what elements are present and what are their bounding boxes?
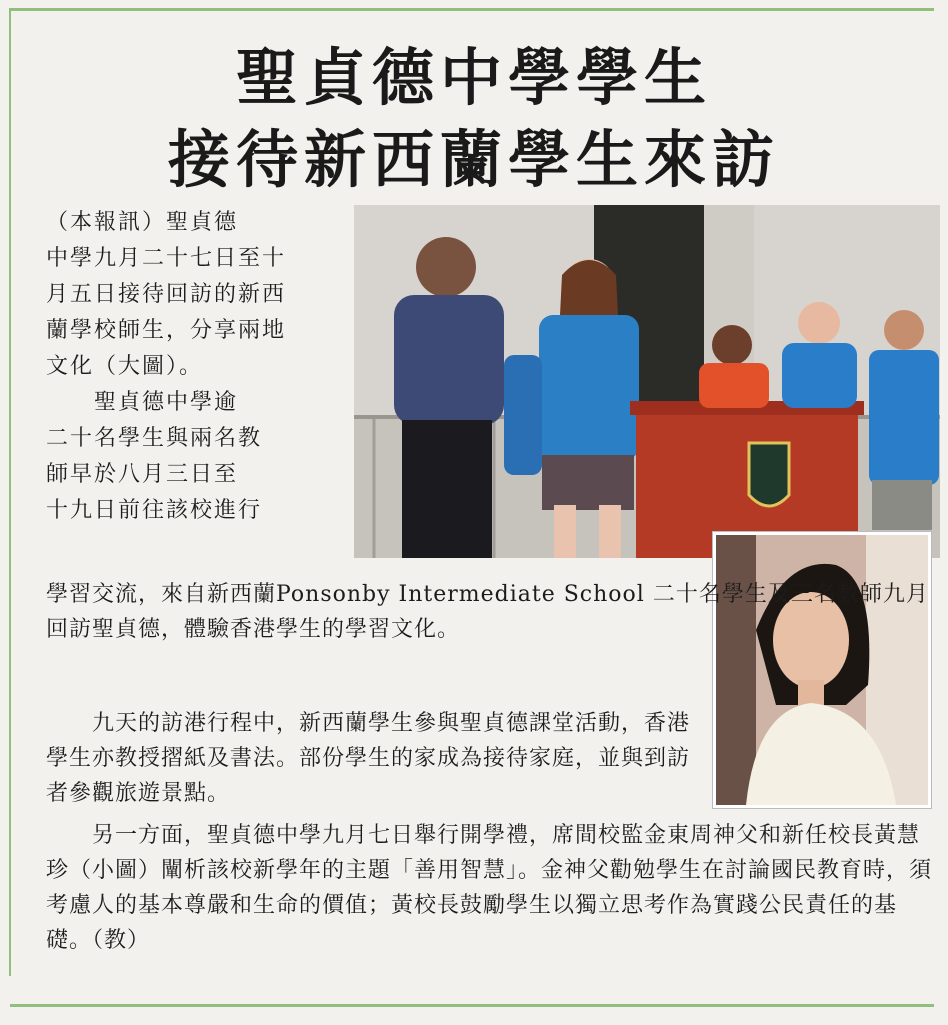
article-column-text: （本報訊）聖貞德 中學九月二十七日至十 月五日接待回訪的新西 蘭學校師生，分享兩地 文化（大圖）。 聖貞德中學逾 二十名學生與兩名教 師早於八月三日至 十九日前往該校進行: [46, 210, 287, 523]
headline-line-2: 接待新西蘭學生來訪: [167, 123, 780, 196]
inset-portrait-photo: [713, 532, 931, 808]
article-paragraph-2: 九天的訪港行程中，新西蘭學生參與聖貞德課堂活動，香港學生亦教授摺紙及書法。部份學生的家成為接待家庭，並與到訪者參觀旅遊景點。: [46, 711, 691, 806]
headline-line-1: 聖貞德中學學生: [235, 41, 712, 114]
top-border-rule: [10, 8, 934, 11]
article-paragraph-1-continued: 學習交流，來自新西蘭Ponsonby Intermediate School 二十名學生及三名教師九月回訪聖貞德，體驗香港學生的學習文化。: [46, 582, 929, 642]
main-photo-illustration: [354, 205, 940, 558]
main-photo: [354, 205, 940, 558]
inset-portrait-illustration: [716, 535, 928, 805]
bottom-border-rule: [10, 1004, 934, 1007]
article-paragraph-3: 另一方面，聖貞德中學九月七日舉行開學禮，席間校監金東周神父和新任校長黃慧珍（小圖）闡析該校新學年的主題「善用智慧」。金神父勸勉學生在討論國民教育時，須考慮人的基本尊嚴和生命的價值；黃校長鼓勵學生以獨立思考作為實踐公民責任的基礎。（教）: [46, 823, 933, 953]
